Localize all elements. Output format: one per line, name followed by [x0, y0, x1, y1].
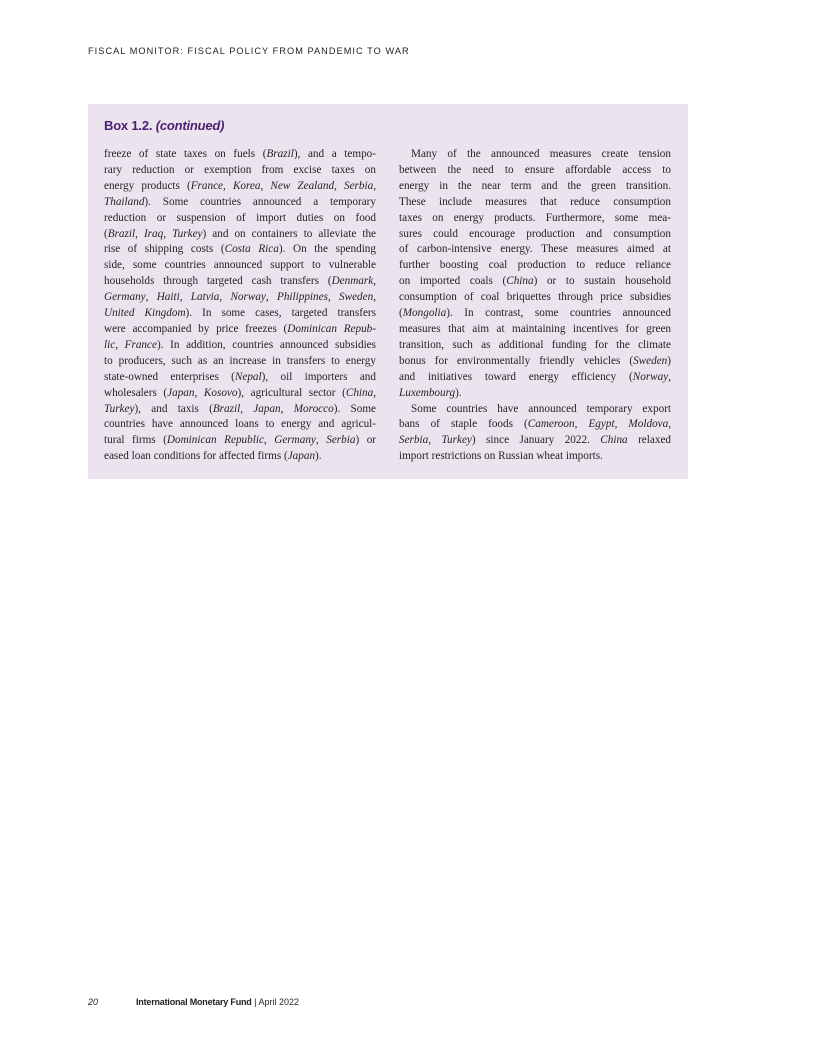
text-line: rise of shipping costs (Costa Rica). On the spending	[104, 243, 376, 256]
text-line: reduction or suspension of import duties on food	[104, 211, 376, 224]
text-line: on imported coals (China) or to sustain household	[399, 275, 671, 288]
footer-separator: |	[254, 997, 257, 1007]
box-title	[104, 118, 224, 133]
text-line: Some countries have announced temporary export	[411, 402, 671, 415]
text-line: taxes on energy products. Furthermore, some mea-	[399, 211, 671, 224]
text-line: These include measures that reduce consumption	[399, 195, 671, 208]
text-line: United Kingdom). In some cases, targeted transfers	[104, 307, 376, 320]
text-line: eased loan conditions for affected firms (Japan).	[104, 450, 322, 463]
text-line: energy in the near term and the green transition.	[399, 179, 671, 192]
text-line: sures could encourage production and consumption	[399, 227, 671, 240]
text-line: tural firms (Dominican Republic, Germany, Serbia) or	[104, 434, 377, 447]
text-line: state-owned enterprises (Nepal), oil importers and	[104, 370, 376, 383]
text-line: Serbia, Turkey) since January 2022. China relaxed	[399, 434, 672, 447]
text-line: freeze of state taxes on fuels (Brazil), and a tempo-	[104, 148, 376, 160]
text-line: Turkey), and taxis (Brazil, Japan, Morocco). Some	[104, 402, 377, 415]
text-line: consumption of coal briquettes through price subsidies	[399, 291, 671, 304]
text-line: lic, France). In addition, countries announced subsidies	[104, 338, 377, 351]
text-line: transition, such as additional funding for the climate	[399, 338, 671, 351]
text-line: were accompanied by price freezes (Dominican Repub-	[104, 322, 377, 335]
text-line: side, some countries announced support to vulnerable	[104, 259, 376, 272]
text-line: wholesalers (Japan, Kosovo), agricultural sector (China,	[104, 386, 377, 399]
box-left-column	[104, 147, 376, 465]
text-line: of carbon-intensive energy. These measures aimed at	[399, 243, 671, 256]
text-line: Germany, Haiti, Latvia, Norway, Philippines, Sweden,	[104, 291, 377, 304]
text-line: energy products (France, Korea, New Zealand, Serbia,	[104, 179, 376, 192]
text-line: further boosting coal production to reduce reliance	[399, 259, 671, 272]
running-header: FISCAL MONITOR: FISCAL POLICY FROM PANDEMIC TO WAR	[88, 46, 410, 56]
text-line: countries have announced loans to energy and agricul-	[104, 418, 376, 431]
text-line: Luxembourg).	[399, 386, 462, 399]
text-line: bans of staple foods (Cameroon, Egypt, Moldova,	[399, 418, 671, 431]
box-continued: (continued)	[155, 118, 225, 133]
text-line: Thailand). Some countries announced a temporary	[104, 195, 376, 208]
text-line: bonus for environmentally friendly vehicles (Sweden)	[399, 354, 671, 367]
box-label: Box 1.2.	[104, 118, 153, 133]
text-line: to producers, such as an increase in transfers to energy	[104, 354, 376, 367]
text-line: Many of the announced measures create tension	[411, 148, 671, 160]
text-line: between the need to ensure affordable access to	[399, 163, 671, 176]
publisher: International Monetary Fund	[136, 997, 252, 1007]
box-1-2	[88, 104, 688, 479]
text-line: and initiatives toward energy efficiency (Norway,	[399, 370, 671, 383]
page-number: 20	[88, 997, 99, 1007]
publication-date: April 2022	[258, 997, 300, 1007]
text-line: households through targeted cash transfers (Denmark,	[104, 275, 376, 288]
text-line: rary reduction or exemption from excise taxes on	[104, 163, 376, 176]
text-line: (Brazil, Iraq, Turkey) and on containers to alleviate the	[104, 227, 377, 240]
text-line: (Mongolia). In contrast, some countries announced	[399, 307, 671, 320]
text-line: import restrictions on Russian wheat imports.	[399, 450, 603, 463]
box-right-column	[399, 147, 671, 465]
publication-line	[136, 997, 299, 1007]
text-line: measures that aim at maintaining incentives for green	[399, 322, 671, 335]
